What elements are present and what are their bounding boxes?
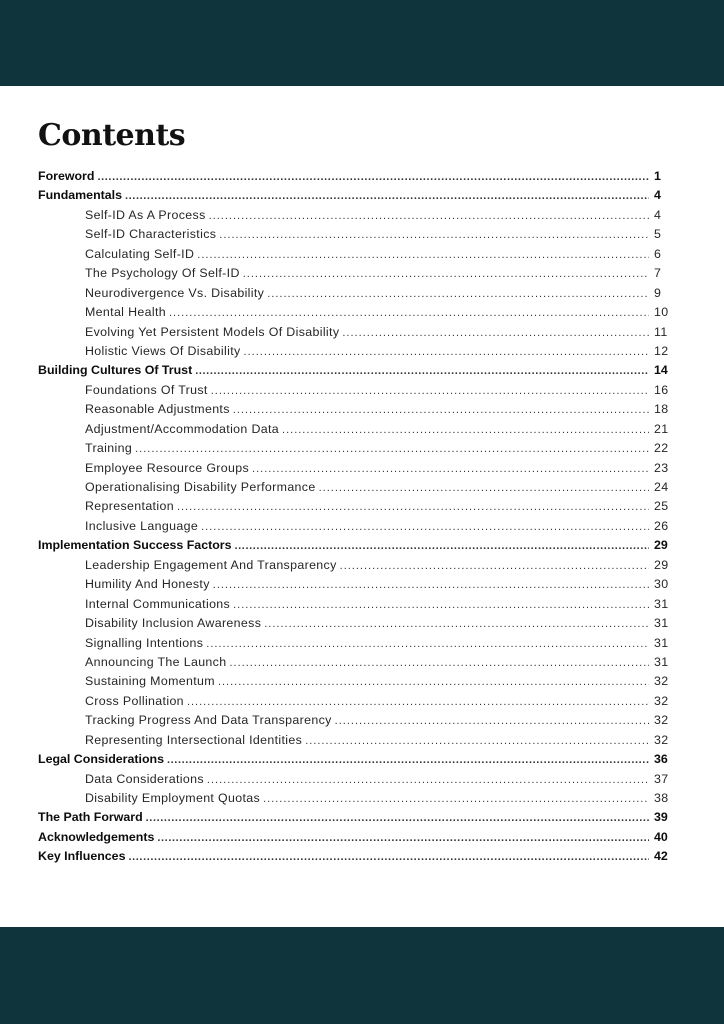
toc-entry-label: Representing Intersectional Identities [85,732,303,747]
toc-subsection-entry[interactable] [38,286,678,305]
toc-entry-page-number: 29 [654,538,668,553]
dot-leader [128,851,649,863]
toc-entry-label: Disability Employment Quotas [85,791,261,805]
toc-subsection-entry[interactable] [38,305,678,324]
toc-entry-page-number: 4 [654,188,661,203]
toc-section-entry[interactable] [38,849,678,868]
toc-entry-page-number: 31 [654,635,669,650]
toc-subsection-entry[interactable] [38,674,678,693]
toc-subsection-entry[interactable] [38,694,678,713]
toc-entry-label: Foreword [38,169,95,183]
toc-subsection-entry[interactable] [38,713,678,732]
toc-section-entry[interactable] [38,830,678,849]
toc-entry-page-number: 30 [654,577,669,592]
toc-section-entry[interactable] [38,363,678,382]
toc-entry-page-number: 11 [654,324,668,339]
dot-leader [263,793,649,805]
toc-entry-label: Data Considerations [85,771,204,786]
dot-leader [207,774,649,786]
toc-entry-page-number: 32 [654,713,669,728]
toc-entry-label: Training [85,441,133,456]
dot-leader [195,365,649,377]
toc-entry-page-number: 9 [654,285,662,300]
toc-subsection-entry[interactable] [38,597,678,616]
toc-subsection-entry[interactable] [38,636,678,655]
dot-leader [167,754,649,766]
toc-entry-page-number: 37 [654,771,669,786]
toc-subsection-entry[interactable] [38,772,678,791]
toc-entry-label: Adjustment/Accommodation Data [85,421,280,436]
toc-entry-label: Operationalising Disability Performance [85,480,316,494]
toc-entry-label: Cross Pollination [85,693,184,708]
toc-entry-label: Employee Resource Groups [85,460,250,475]
toc-entry-label: Signalling Intentions [85,635,204,650]
toc-section-entry[interactable] [38,188,678,207]
dot-leader [157,832,649,844]
toc-subsection-entry[interactable] [38,383,678,402]
toc-entry-label: Building Cultures Of Trust [38,363,193,378]
toc-subsection-entry[interactable] [38,227,678,246]
toc-entry-label: Reasonable Adjustments [85,402,230,417]
toc-entry-label: Sustaining Momentum [85,674,215,689]
toc-entry-label: Humility And Honesty [85,577,210,592]
dot-leader [243,268,649,280]
toc-entry-page-number: 16 [654,382,669,397]
toc-subsection-entry[interactable] [38,461,678,480]
toc-subsection-entry[interactable] [38,616,678,635]
toc-entry-label: Inclusive Language [85,518,199,533]
toc-entry-label: Self-ID As A Process [85,207,206,222]
toc-entry-label: Evolving Yet Persistent Models Of Disability [85,324,340,339]
toc-subsection-entry[interactable] [38,480,678,499]
dot-leader [218,676,649,688]
toc-entry-page-number: 31 [654,596,669,611]
footer-band [0,927,724,1024]
toc-entry-label: Foundations Of Trust [85,382,208,397]
toc-entry-page-number: 36 [654,752,668,767]
toc-subsection-entry[interactable] [38,247,678,266]
toc-subsection-entry[interactable] [38,499,678,518]
toc-subsection-entry[interactable] [38,733,678,752]
dot-leader [244,346,649,358]
dot-leader [169,307,649,319]
toc-subsection-entry[interactable] [38,519,678,538]
dot-leader [219,229,649,241]
toc-entry-page-number: 26 [654,518,669,533]
dot-leader [319,482,649,494]
toc-entry-page-number: 24 [654,480,669,494]
page-title: Contents [38,118,186,153]
toc-entry-label: Key Influences [38,849,126,864]
dot-leader [146,812,649,824]
dot-leader [177,501,649,513]
toc-entry-page-number: 6 [654,246,662,261]
dot-leader [235,540,650,552]
dot-leader [264,618,649,630]
toc-entry-page-number: 32 [654,693,669,708]
dot-leader [340,560,649,572]
toc-entry-page-number: 4 [654,207,662,222]
toc-section-entry[interactable] [38,169,678,188]
toc-entry-page-number: 42 [654,849,668,864]
toc-subsection-entry[interactable] [38,558,678,577]
toc-entry-label: Tracking Progress And Data Transparency [85,713,332,728]
toc-entry-page-number: 38 [654,791,669,805]
toc-entry-label: Disability Inclusion Awareness [85,616,262,631]
dot-leader [229,657,649,669]
table-of-contents [38,169,678,869]
toc-entry-page-number: 1 [654,169,661,183]
dot-leader [206,638,649,650]
dot-leader [233,599,649,611]
toc-subsection-entry[interactable] [38,441,678,460]
toc-entry-page-number: 31 [654,654,669,669]
toc-entry-page-number: 25 [654,499,669,514]
dot-leader [125,190,649,202]
toc-entry-label: Announcing The Launch [85,654,227,669]
toc-entry-label: Leadership Engagement And Transparency [85,557,337,572]
toc-entry-page-number: 12 [654,343,669,358]
dot-leader [267,288,649,300]
toc-entry-page-number: 29 [654,557,669,572]
toc-entry-page-number: 31 [654,616,669,631]
toc-entry-label: Fundamentals [38,188,122,203]
dot-leader [97,171,649,183]
toc-section-entry[interactable] [38,752,678,771]
toc-entry-label: Representation [85,499,174,514]
dot-leader [342,327,649,339]
toc-subsection-entry[interactable] [38,344,678,363]
toc-subsection-entry[interactable] [38,266,678,285]
toc-entry-page-number: 22 [654,441,669,456]
toc-entry-page-number: 40 [654,829,668,844]
dot-leader [197,249,649,261]
dot-leader [335,715,649,727]
dot-leader [305,735,649,747]
toc-entry-page-number: 23 [654,460,669,475]
toc-entry-label: Self-ID Characteristics [85,227,217,242]
toc-entry-page-number: 10 [654,305,669,320]
toc-entry-label: Implementation Success Factors [38,538,232,553]
toc-subsection-entry[interactable] [38,791,678,810]
toc-entry-page-number: 32 [654,732,669,747]
dot-leader [252,463,649,475]
toc-entry-page-number: 14 [654,363,668,378]
dot-leader [209,210,649,222]
toc-subsection-entry[interactable] [38,655,678,674]
toc-section-entry[interactable] [38,538,678,557]
toc-entry-page-number: 7 [654,266,662,281]
toc-entry-label: Legal Considerations [38,752,164,767]
toc-subsection-entry[interactable] [38,402,678,421]
toc-entry-label: Mental Health [85,305,166,320]
toc-entry-label: The Path Forward [38,810,143,825]
dot-leader [201,521,649,533]
toc-entry-page-number: 5 [654,227,662,242]
toc-entry-page-number: 21 [654,421,669,436]
dot-leader [213,579,649,591]
toc-entry-label: Internal Communications [85,596,231,611]
dot-leader [211,385,649,397]
toc-entry-page-number: 32 [654,674,669,689]
dot-leader [233,404,649,416]
toc-entry-page-number: 18 [654,402,669,417]
toc-entry-label: Neurodivergence Vs. Disability [85,285,265,300]
toc-subsection-entry[interactable] [38,577,678,596]
toc-subsection-entry[interactable] [38,325,678,344]
header-band [0,0,724,86]
dot-leader [187,696,649,708]
dot-leader [135,443,649,455]
toc-subsection-entry[interactable] [38,422,678,441]
toc-entry-label: Acknowledgements [38,829,155,844]
dot-leader [282,424,649,436]
toc-entry-label: The Psychology Of Self-ID [85,266,240,281]
toc-entry-label: Calculating Self-ID [85,246,195,261]
toc-section-entry[interactable] [38,810,678,829]
toc-entry-label: Holistic Views Of Disability [85,343,241,358]
toc-subsection-entry[interactable] [38,208,678,227]
toc-entry-page-number: 39 [654,810,668,825]
